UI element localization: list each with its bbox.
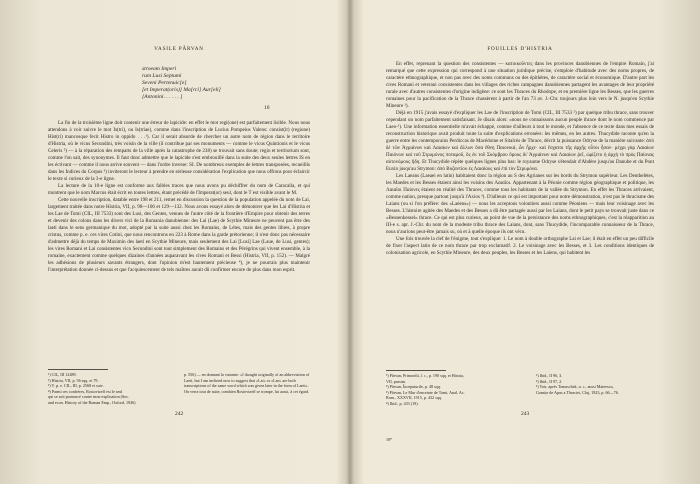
footnote: ²) Ibid., II 97, 2. [536,378,563,384]
inscription-line: Seveni Pertenuic[e] [142,80,187,86]
body-text-left [48,120,310,274]
footnotes-left-col1 [48,372,176,406]
paragraph: Cette nouvelle inscription, datable entre 198 et 211, remet en discussion la question de la population appelée du nom de Lai, largement traitée dans notre Histria, VII, p. 98—106 et 129—132. Nous avons essayé alors de démontrer que les Lai d'Histria et les Lae de Tomi (CIL, III 7533) sont des Lusi, des Gentes, venues de l'autre côté de la frontière d'Empire pour obtenir des terres et devenir des colons dans les divers vici de la Romania danubienne: des Lai (Lae) de Scythie Mineure ne peuvent pas être des laeti dans le sens germanique du mot, adopté par la suite aussi chez les Romains, de Létes, mais des gentes libres, à propre cristus, comme p. e. ces vires Cotini, que nous rencontrons en 223 à Rome dans la garde prétorienne; il n'est donc pas nécessaire d'admettre déjà du temps de Maximin des laeti en Scythie Mineure, mais seulement des Lai [Lusi] Lae (Laue, de Lusi, gentes); les vires Romani et Lai consistentes vico Secundini sont tout simplement des Romains et des Pérégrins qui vivent ensemble, à la romaine, exactement comme quelques dizaines d'années auparavant les cives Romani et Bessi (Histria, VII, p. 152). — Malgré les adhésions de plusieurs savants étrangers, dont l'opinion m'est hautement précieuse ⁴), je ne pourrais plus maintenir l'interprétation donnée ci-dessus et que l'acquiescement de tels maîtres aurait dû confirmer encore de plus dans mon esprit. [48,197,310,273]
paragraph: Les Laeans (Laeaei en latin) habitaient donc la région au S des Agrianes sur les bords du Strymon supérieur. Les Denthelètes, les Maedes et les Besses étaient ainsi les voisins des Λαιαῖοι. Appartenant à la Péonie comme région géographique et politique, les Λαιαῖοι Παίονες étaient en réalité des Thraces, comme tous les habitants de la vallée du Strymon. En effet les Thraces arrivaient, comme nation, presque partout jusqu'à l'Axios ³). D'ailleurs ce qui est important pour notre démonstration, n'est pas le thracisme des Laians (ou si l'on préfère: des «Laéens») — nous les acceptons volontiers aussi comme Péoniens — mais leur voisinage avec les Besses. L'histoire agitée des Maedes et des Besses a dû être partagée aussi par les Laians, dont le petit pays se trouvait juste dans ce «Bessenkessel» thrace. Ce qui est plus curieux, au point de vue de la persistance des noms ethnographiques, c'est la réapparition au III-e s. apr. J.-Chr. du nom de la modeste tribu thrace des Laians, dont, sans Thucydide, l'incomparable connaisseur de la Thrace, nous n'aurions peut-être jamais su, où et à quelle époque ils ont vécu. [386,173,654,235]
body-text-right [386,61,654,257]
footnote: ³) V. p. e. CIL, III, p. 2568 et suiv. [48,383,104,389]
footnote: p. 556) — en donnant la variante: «I thought originally of an abbreviation of Laeti, but I am inclined now to suggest that «Lai» or «Lae» are both transcriptions of the same word which was given later in the form of Laeti». On verra tout de suite, combien Rostovtzeff se trompe, lui aussi, à cet égard. [184,372,310,394]
footnote: ¹) Pârvan, Primordii, l. c., p. 190 sqq. et Histria, [386,373,464,378]
running-head-right: FOUILLES D'HISTRIA [487,46,553,52]
footnote-rule-right [386,370,446,371]
inscription-line: rum Lusi Septumi [142,73,182,79]
footnotes-left-col2 [184,372,314,394]
footnote: ³) Voir, après Tomaschek, u. c., aussi Mateescu, [536,384,614,390]
footnotes-right-col2 [536,373,656,395]
inscription-line: [Antonini. . . . . . ] [142,94,183,100]
footnote: ¹) CIL, III 12489. [48,372,77,377]
inscription-line: stroeam Imperi [142,66,177,72]
inscription-line-number: 10 [264,105,270,111]
footnote-rule-left [48,369,108,370]
page-number-right: 243 [521,411,530,417]
footnote: ³) Pârvan, Le Mur d'enceinte de Tomi, Anal. Ac. [386,389,465,395]
page-number-left: 242 [175,411,184,417]
footnote: and econ. History of the Roman Emp., Oxford, 1926) [48,399,136,405]
paragraph: En effet, reprenant la question des consistentes — κατοικοῦντες dans les provinces danubiennes de l'empire Romain, j'ai remarqué que cette expression qui correspond à une situation juridique précise, s'emploie d'habitude avec des noms propres, de caractère ethnographique, et non pas avec des noms communs ou des épithètes, de caractère social et économique. D'autre part les cives Romani et veterani consistentes dans les villages des riches campagnes danubiennes partagent les avantages de leur propriété rurale avec d'autres consistentes d'origine indigène: ce sont les Thraces du Rhodope, et en première ligne les Besses, que les guerres romaines pour la pacification de la Thrace chassèrent à partir de l'an 73 av. J.-Chr. toujours plus loin vers le N. jusqu'en Scythie Mineure ¹). [386,61,654,109]
inscription-line: [et Imperat(oris)] Ma[rci] Aur[eli] [142,87,221,93]
footnote: ⁴) Parmi ces confrères, Rostovtzeff est le seul [48,388,123,394]
footnotes-right-col1 [386,373,516,407]
paragraph: La lecture de la 10-e ligne est conforme aux faibles traces que nous avons pu déchiffrer du nom de Caracalla, et qui montrent que le nom Marcus était écrit en toutes lettres, étant précédé de l'Imperat(or) seul, dont le T est visible avant le M. [48,183,310,196]
signature-mark: 18* [386,437,392,442]
footnote: qui se soit prononcé contre mon explication (Soc. [48,394,130,400]
paragraph: Une fois trouvée la clef de l'énigme, tout s'explique: 1. Le nom à double orthographe Lai et Lae; il était en effet un peu difficile de fixer l'aspect latin de ce nom thrace par trop exclamatif. 2. Le voisinage avec les Besses, et 3. Les conditions identiques de colonisation agricole, en Scythie Mineure, des deux peuples, les Besses et les Laiens, qui habitent les [386,236,654,256]
footnote: ²) Pârvan, Începuturile, p. 48 sqq. [386,384,441,390]
footnote: Granițe de Apus a Thraciei, Cluj, 1923, p. 66—76. [536,389,619,395]
running-head-left: VASILE PÂRVAN [154,46,204,52]
paragraph: La fin de la troisième ligne doit contenir une érreur de lapicide: en effet le mot regi(one) est parfaitement lisible. Nous nous attendons à voir suivre le mot Is(tri), ou Is(triae), comme dans l'inscription de Lucius Pompeius Valens: consist(it) (regione) Hist(ri) mancosque fecit Histro in oppido . . .¹). Car il serait absurde de chercher un autre nom de région dans le territoire d'Histria, où le vicus Secundini, très voisin de la ville (il contribue par ses monuments — comme le vicus Quintionis et le vicus Celeris ²) — à la réparation des remparts de la ville après la catastrophe de 238) se trouvait sans doute; regio et territorium sont, comme l'on sait, des synonymes. Il faut donc admettre que le lapicide s'est embrouillé dans la suite des deux seules lettres IS en les écrivant — comme il nous arrive souvent — dans l'ordre inverse: SI. De nombreux exemples de lettres transposées, recueillis dans les Indices du Corpus ³) inviteront le lecteur à prendre en sérieuse considération l'explication que nous offrons pour éclaircir le texte si curieux de la 3-e ligne. [48,120,310,182]
paragraph: Déjà en 1915 j'avais essayé d'expliquer les Lae de l'inscription de Tomi (CIL, III 7533 ²) par quelque tribu thrace, sans trouver cependant un nom parfaitement satisfaisant. Je disais alors: «nous ne connaissons aucun peuple thrace dont le nom commence par Laeo-¹). Une information essentielle m'avait échappé, comme d'ailleurs à tout le monde, et l'absence de ce texte dans mes essais de reconstruction historique avait produit toute la suite d'explications erronées: les mêmes, en les autres. Thucydide raconte qu'en la guerre entre les contemporains Perdiccas de Macédoine et Sitalcès de Thrace, décrit la puissance Odryse de la manière suivante: ἀπὸ δὲ τῶν Ἀγριάνων καὶ Λαιαίων καὶ ἄλλων ὅσα ἔθνη Παιονικά, ὧν ἦρχε· καὶ ἔσχατοι τῆς ἀρχῆς οὗτοι ἦσαν· μέχρι γὰρ Λαιαίων Παιόνων καὶ τοῦ Στρυμόνος ποταμοῦ, ὃς ἐκ τοῦ Σκόμβρου ὄρους δι' Ἀγριάνων καὶ Λαιαίων ῥεῖ, ὡρίζετο ἡ ἀρχὴ τὸ πρὸς Παίονας αὐτονόμους ἤδη. Et Thucydide répète quelques lignes plus bas: le royaume Odryse s'étendait d'Abdère jusqu'au Danube et du Pont Euxin jusqu'au Strymon: ἀπὸ Βυζαντίου ἐς Λαιαίους καὶ ἐπὶ τὸν Στρυμόνα. [386,110,654,172]
footnote: VII, passim. [386,378,407,384]
footnote: ¹) Ibid., II 96, 3. [536,373,563,378]
footnote: ²) Histria, VII, p. 56 sqq. et 79. [48,377,99,383]
right-page [352,0,700,484]
footnote: Rom., XXXVII, 1915, p. 432 sqq. [386,395,442,401]
footnote: ⁴) Ibid., p. 433 (19). [386,400,419,406]
inscription-block [142,66,312,111]
left-page [0,0,348,484]
